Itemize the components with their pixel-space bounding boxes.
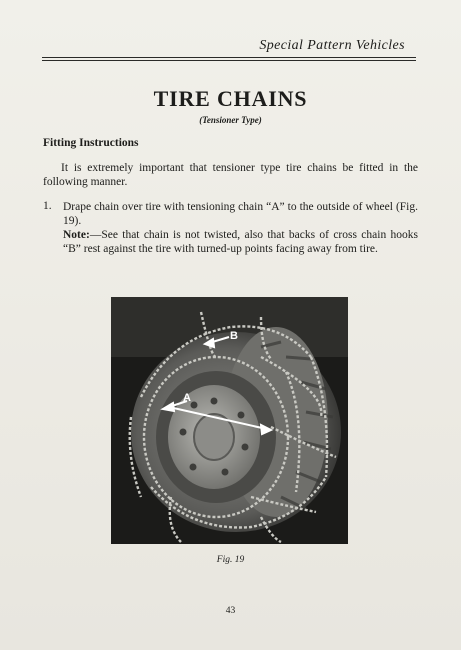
callout-a: A <box>183 392 191 404</box>
callout-b: B <box>230 330 238 342</box>
page-number: 43 <box>225 606 236 616</box>
page-subtitle: (Tensioner Type) <box>199 115 262 125</box>
running-head: Special Pattern Vehicles <box>259 38 405 53</box>
intro-paragraph: It is extremely important that tensioner type tire chains be fitted in the following manner. <box>43 162 418 188</box>
note-label: Note: <box>63 229 90 241</box>
step-note <box>63 228 418 256</box>
tire-chain-illustration <box>111 297 348 544</box>
tire-chain-photo <box>111 297 348 544</box>
figure-caption: Fig. 19 <box>216 555 245 565</box>
header-rule-top <box>42 57 416 58</box>
note-text: —See that chain is not twisted, also that backs of cross chain hooks “B” rest against the tire with turned-up points facing away from tire. <box>63 229 418 255</box>
header-rule-bottom <box>42 60 416 61</box>
step-number: 1. <box>43 200 52 212</box>
section-heading: Fitting Instructions <box>43 137 139 149</box>
step-text: Drape chain over tire with tensioning chain “A” to the outside of wheel (Fig. 19). <box>63 201 418 227</box>
page-title: TIRE CHAINS <box>153 86 308 111</box>
